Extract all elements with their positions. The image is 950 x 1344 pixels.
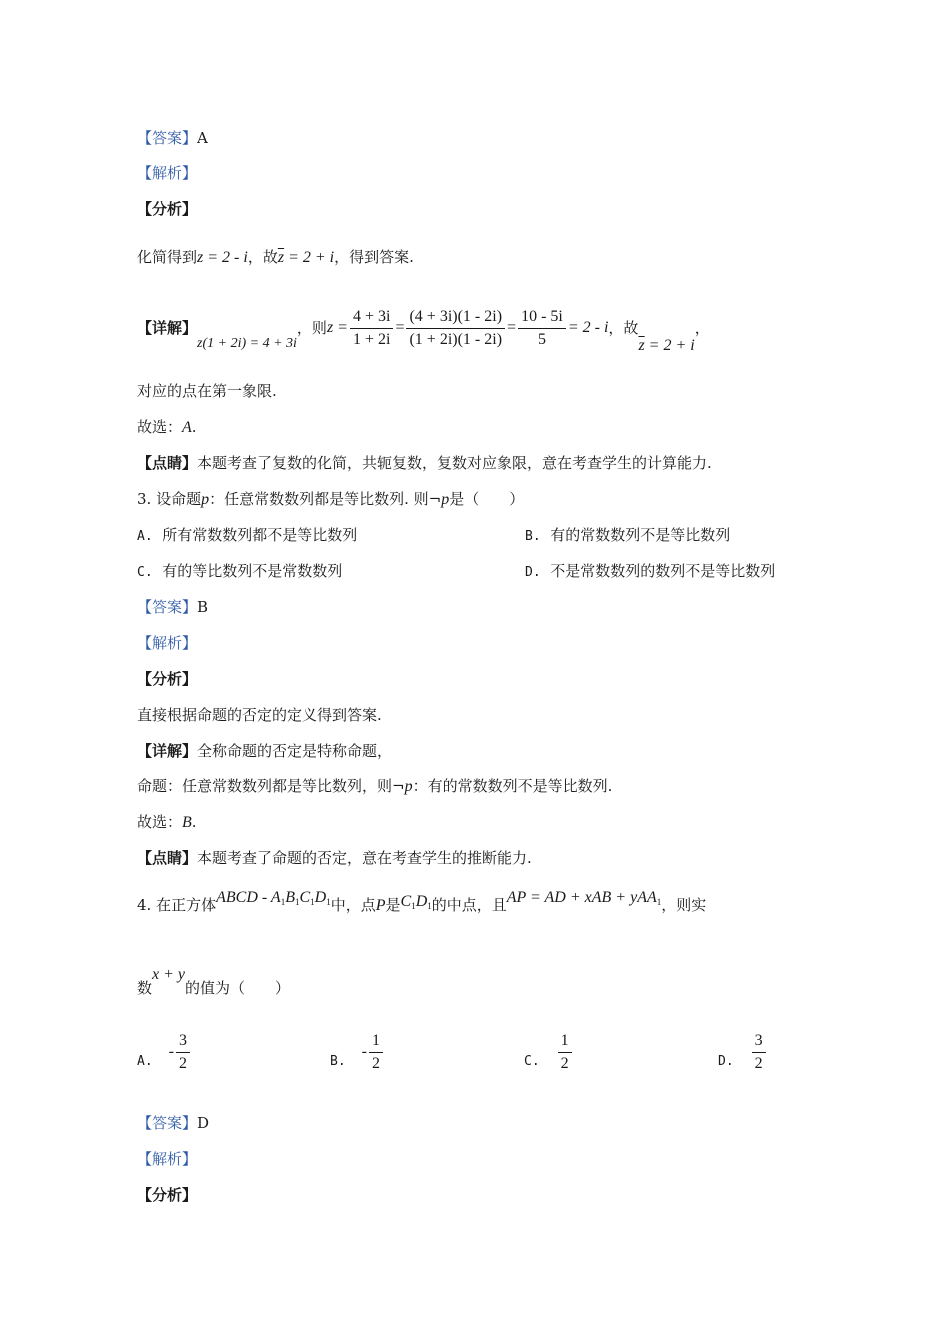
- q2-detail-zbar-rest: = 2 + i: [644, 337, 695, 354]
- q2-frac-3: [518, 306, 566, 351]
- q4-option-c-num: 1: [558, 1030, 572, 1053]
- q4-seg-d: D: [415, 893, 428, 910]
- q2-detail-line: 【详解】 z(1 + 2i) = 4 + 3i ，则 z = $\frac{4 + 3i}{1 + 2i}$ = $\frac{(4 + 3i)(1 - 2i)}{(1 + 2i)(1 - 2i)}$ = $\frac{10 - 5i}{5}$ = 2 - i ，故 $\overline{z} = 2 + i$ ，: [137, 307, 710, 354]
- q3-comment-text: 本题考查了命题的否定，意在考查学生的推断能力.: [197, 849, 532, 867]
- q4-option-a-label: A.: [137, 1054, 153, 1069]
- q2-comment-tag: 【点睛】: [137, 454, 198, 472]
- q4-cube-d: D: [314, 889, 327, 906]
- q3-detail-tag: 【详解】: [137, 742, 198, 760]
- q2-frac-2: [406, 306, 505, 351]
- q3-stem: [137, 489, 524, 510]
- q3-detail-line2: [137, 776, 612, 797]
- q2-frac-2-den: (1 + 2i)(1 - 2i): [409, 330, 503, 348]
- q4-stem-post: ，则实: [661, 896, 707, 914]
- q4-stem-mid3: 的中点，且: [431, 896, 507, 914]
- q3-detail-line: [137, 741, 392, 761]
- q3-option-a: [137, 525, 357, 547]
- q2-analysis-line: [137, 247, 414, 268]
- q2-choose-post: .: [191, 418, 197, 436]
- q3-detail2-pre: 命题：任意常数数列都是等比数列，则: [137, 777, 393, 795]
- q4-answer-line: [137, 1113, 209, 1133]
- q4-stem-mid2: 是: [385, 896, 401, 914]
- q3-fenxi-tag: 【分析】: [137, 670, 198, 688]
- q3-detail2-p: p: [404, 778, 413, 795]
- q2-detail-line2: 对应的点在第一象限.: [137, 382, 277, 400]
- q3-option-b: [525, 525, 730, 547]
- q4-option-b-sign: -: [361, 1043, 367, 1060]
- q4-option-a-sign: -: [168, 1043, 174, 1060]
- q2-comment-line: [137, 453, 712, 473]
- q2-frac-1-den: 1 + 2i: [352, 330, 391, 348]
- q3-option-c: [137, 561, 342, 583]
- q2-detail-gu: ，故: [608, 319, 639, 337]
- q2-jiexi-tag: 【解析】: [137, 164, 198, 182]
- q2-comment-text: 本题考查了复数的化简，共轭复数，复数对应象限，意在考查学生的计算能力.: [197, 454, 712, 472]
- q4-option-a-num: 3: [176, 1030, 190, 1053]
- q2-detail-comma: ，: [694, 319, 710, 337]
- q2-analysis-mid: ，故: [247, 248, 278, 266]
- q3-stem-mid: ：任意常数数列都是等比数列. 则: [209, 490, 429, 508]
- q3-detail-text: 全称命题的否定是特称命题，: [197, 742, 393, 760]
- q2-detail-z-eq: z =: [326, 319, 348, 336]
- q3-stem-post: 是（ ）: [449, 490, 525, 508]
- q2-choose-pre: 故选：: [137, 418, 183, 436]
- q4-option-d-den: 2: [754, 1054, 763, 1072]
- q2-frac-3-num: 10 - 5i: [518, 306, 566, 329]
- q2-detail-then: ，则: [296, 319, 327, 337]
- q3-detail2-post: ：有的常数数列不是等比数列.: [412, 777, 613, 795]
- q4-option-a-den: 2: [178, 1054, 187, 1072]
- q4-option-d: [718, 1028, 768, 1076]
- q3-comment-tag: 【点睛】: [137, 849, 198, 867]
- q4-cube-c: C: [299, 889, 311, 906]
- q3-stem-neg: ¬: [428, 490, 442, 508]
- q4-seg-c: C: [400, 893, 412, 910]
- q3-option-c-text: 有的等比数列不是常数数列: [162, 562, 343, 580]
- q3-option-b-label: B.: [525, 529, 541, 544]
- q4-option-c-frac: [558, 1030, 572, 1075]
- q2-answer-tag: 【答案】: [137, 129, 198, 147]
- q4-option-b-label: B.: [330, 1054, 346, 1069]
- q4-cube-d1: 1: [326, 897, 331, 907]
- q4-stem-mid1: 中，点: [330, 896, 376, 914]
- q4-option-a: [137, 1028, 192, 1076]
- q4-vec-eq: AP = AD + xAB + yAA: [506, 889, 657, 906]
- q3-stem-pre: 3. 设命题: [137, 490, 202, 508]
- q4-fenxi-tag: 【分析】: [137, 1186, 198, 1204]
- q3-option-a-text: 所有常数数列都不是等比数列: [162, 526, 358, 544]
- q3-option-c-label: C.: [137, 565, 153, 580]
- q4-cube-b1: 1: [294, 897, 300, 907]
- q3-answer-tag: 【答案】: [137, 598, 198, 616]
- q2-analysis-z: z = 2 - i: [197, 249, 248, 266]
- q2-analysis-zbar-rest: = 2 + i: [284, 249, 335, 266]
- q3-option-a-label: A.: [137, 529, 153, 544]
- q3-choose-pre: 故选：: [137, 813, 183, 831]
- q4-option-a-frac: [176, 1030, 190, 1075]
- q4-stem2-xy: x + y: [152, 966, 186, 983]
- q3-detail2-neg: ¬: [392, 777, 405, 795]
- q2-analysis-zbar: $\overline{z}$: [277, 249, 285, 266]
- q4-stem-line2: [137, 966, 291, 999]
- q4-jiexi-tag: 【解析】: [137, 1150, 198, 1168]
- q4-stem2-pre: 数: [137, 979, 153, 997]
- q2-analysis-pre: 化简得到: [137, 248, 198, 266]
- q4-stem2-post: 的值为（ ）: [185, 979, 291, 997]
- q2-detail-tag: 【详解】: [137, 319, 198, 337]
- q3-option-d-label: D.: [525, 565, 541, 580]
- q2-answer-line: [137, 128, 208, 148]
- q3-jiexi-tag: 【解析】: [137, 634, 198, 652]
- q4-seg-d1: 1: [427, 901, 432, 911]
- q2-choose-val: A: [182, 419, 192, 436]
- q4-option-c-label: C.: [524, 1054, 540, 1069]
- q2-frac-1: [350, 306, 393, 351]
- q4-cube-b: B: [285, 889, 295, 906]
- q3-option-d-text: 不是常数数列的数列不是等比数列: [550, 562, 776, 580]
- q2-detail-zbar: $\overline{z}$: [638, 337, 645, 354]
- q3-answer-value: B: [197, 598, 209, 616]
- q3-comment-line: [137, 848, 532, 868]
- q4-vec-sub: 1: [656, 897, 662, 907]
- q4-option-c-den: 2: [560, 1054, 569, 1072]
- q4-option-c: [524, 1028, 574, 1076]
- q3-stem-p2: p: [441, 491, 450, 508]
- q4-answer-tag: 【答案】: [137, 1114, 198, 1132]
- q2-frac-1-num: 4 + 3i: [350, 306, 393, 329]
- q4-vector-eq: [507, 889, 661, 906]
- q2-fenxi-tag: 【分析】: [137, 200, 198, 218]
- q2-analysis-post: ，得到答案.: [334, 248, 414, 266]
- q4-option-b: [330, 1028, 385, 1076]
- q4-cube-main: ABCD - A: [216, 889, 281, 906]
- q3-choose-post: .: [191, 813, 197, 831]
- q4-seg-c1: 1: [411, 901, 416, 911]
- q4-answer-value: D: [197, 1114, 210, 1132]
- q4-option-b-den: 2: [371, 1054, 380, 1072]
- q2-answer-value: A: [197, 129, 208, 147]
- q4-cube-c1: 1: [310, 897, 315, 907]
- q4-option-b-frac: [369, 1030, 383, 1075]
- q2-frac-3-den: 5: [537, 330, 546, 348]
- q2-frac-2-num: (4 + 3i)(1 - 2i): [406, 306, 505, 329]
- q3-option-d: [525, 561, 775, 583]
- q4-option-d-frac: [752, 1030, 766, 1075]
- q4-option-d-num: 3: [752, 1030, 766, 1053]
- q2-choose-line: [137, 417, 197, 438]
- q2-detail-result: = 2 - i: [567, 319, 609, 336]
- q3-stem-p: p: [201, 491, 210, 508]
- q4-option-d-label: D.: [718, 1054, 734, 1069]
- q3-answer-line: [137, 597, 208, 617]
- q3-choose-val: B: [182, 814, 192, 831]
- q2-detail-given: z(1 + 2i) = 4 + 3i: [197, 336, 297, 351]
- q4-stem-line1: [137, 889, 707, 920]
- q4-option-b-num: 1: [369, 1030, 383, 1053]
- q3-choose-line: [137, 812, 197, 833]
- q4-seg: [401, 893, 432, 910]
- q4-stem-p: P: [375, 897, 386, 914]
- q3-option-b-text: 有的常数数列不是等比数列: [550, 526, 731, 544]
- q4-cube: [216, 889, 331, 906]
- q4-stem-pre: 4. 在正方体: [137, 896, 217, 914]
- q3-analysis: 直接根据命题的否定的定义得到答案.: [137, 706, 382, 724]
- q4-cube-a1: 1: [280, 897, 286, 907]
